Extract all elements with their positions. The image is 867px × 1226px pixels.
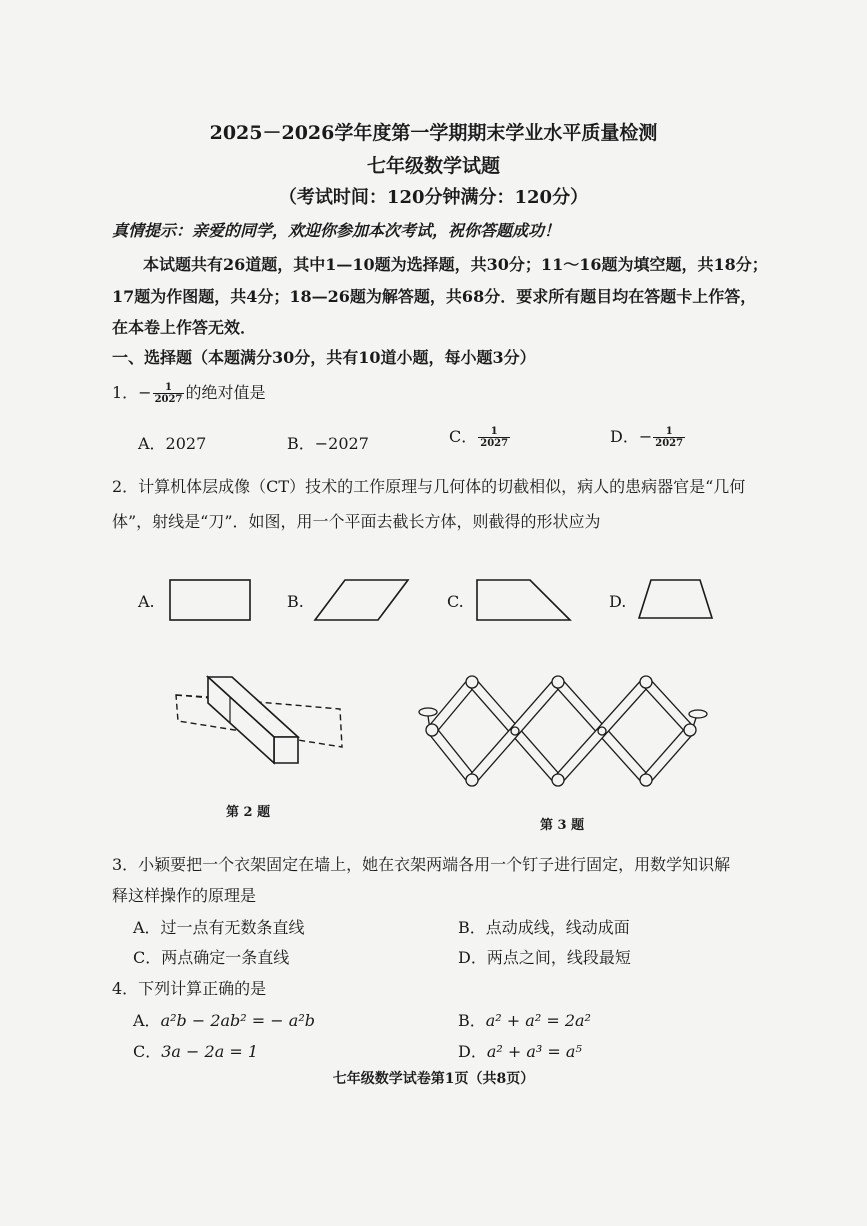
q1-option-c-label: C． [449,427,478,446]
q1-c-den: 2027 [480,438,509,449]
q1-frac-num: 1 [153,382,185,394]
question-4-stem: 4．下列计算正确的是 [112,979,267,998]
q3-option-a: A．过一点有无数条直线 [133,918,305,937]
q2-option-b-label: B. [287,592,304,611]
q2-option-c-label: C. [447,592,464,611]
rack-slats [432,682,690,780]
q3-option-c: C．两点确定一条直线 [133,948,290,967]
q4-b-expr: a² + a² = 2a² [485,1011,591,1030]
q2-option-d-label: D. [609,592,627,611]
q1-d-den: 2027 [655,438,684,449]
q4-c-expr: 3a − 2a = 1 [161,1042,259,1061]
q4-option-c [133,1039,258,1062]
question-2-line-2: 体”，射线是“刀”．如图，用一个平面去截长方体，则截得的形状应为 [112,512,601,531]
q4-option-d [458,1039,582,1062]
q4-a-expr: a²b − 2ab² = − a²b [160,1011,315,1030]
q1-suffix: 的绝对值是 [185,383,266,402]
plane-edge [176,695,208,697]
exam-info: （考试时间：120分钟满分：120分） [278,187,589,208]
q3-option-d: D．两点之间，线段最短 [458,948,631,967]
figure-coat-rack [412,668,732,818]
q1-prefix: 1．− [112,383,152,402]
section-heading: 一、选择题（本题满分30分，共有10道小题，每小题3分） [112,348,536,367]
question-2-line-1: 2．计算机体层成像（CT）技术的工作原理与几何体的切截相似，病人的患病器官是“几何 [112,477,746,496]
q4-b-label: B． [458,1011,486,1030]
figure-cuboid-cut [170,675,370,775]
q2-option-a-label: A. [138,592,155,611]
question-3-line-2: 释这样操作的原理是 [112,886,257,905]
exam-subtitle: 七年级数学试题 [366,155,500,177]
intro-line-1: 本试题共有26道题，其中1—10题为选择题，共30分；11～16题为填空题，共18分； [143,255,768,274]
q1-d-num: 1 [653,426,685,438]
shape-right-trapezoid [477,580,570,620]
figure-2-caption: 第 2 题 [226,805,271,820]
q4-a-label: A． [133,1011,161,1030]
q4-c-label: C． [133,1042,162,1061]
cuboid-front-face [274,737,298,763]
question-3-line-1: 3．小颖要把一个衣架固定在墙上，她在衣架两端各用一个钉子进行固定，用数学知识解 [112,855,731,874]
intro-line-2: 17题为作图题，共4分；18—26题为解答题，共68分．要求所有题目均在答题卡上作答， [112,287,757,306]
shape-isosceles-trapezoid [639,580,712,618]
q3-option-b: B．点动成线，线动成面 [458,918,630,937]
q1-option-a: A．2027 [138,434,207,453]
q4-option-b [458,1008,591,1031]
q4-option-a [133,1008,315,1031]
q4-d-label: D． [458,1042,487,1061]
q1-frac-den: 2027 [154,394,183,405]
page-footer: 七年级数学试卷第1页（共8页） [332,1071,535,1087]
shape-parallelogram [315,580,408,620]
q1-c-num: 1 [478,426,510,438]
exam-title: 2025－2026学年度第一学期期末学业水平质量检测 [209,122,658,144]
q1-option-d-label: D．− [610,427,653,446]
shape-rectangle [170,580,250,620]
q4-d-expr: a² + a³ = a⁵ [486,1042,582,1061]
rack-joints [466,676,652,786]
q1-option-b: B．−2027 [287,434,369,453]
figure-3-caption: 第 3 题 [540,818,585,833]
intro-line-3: 在本卷上作答无效． [112,318,257,337]
greeting-tip: 真情提示：亲爱的同学，欢迎你参加本次考试，祝你答题成功！ [112,221,561,240]
